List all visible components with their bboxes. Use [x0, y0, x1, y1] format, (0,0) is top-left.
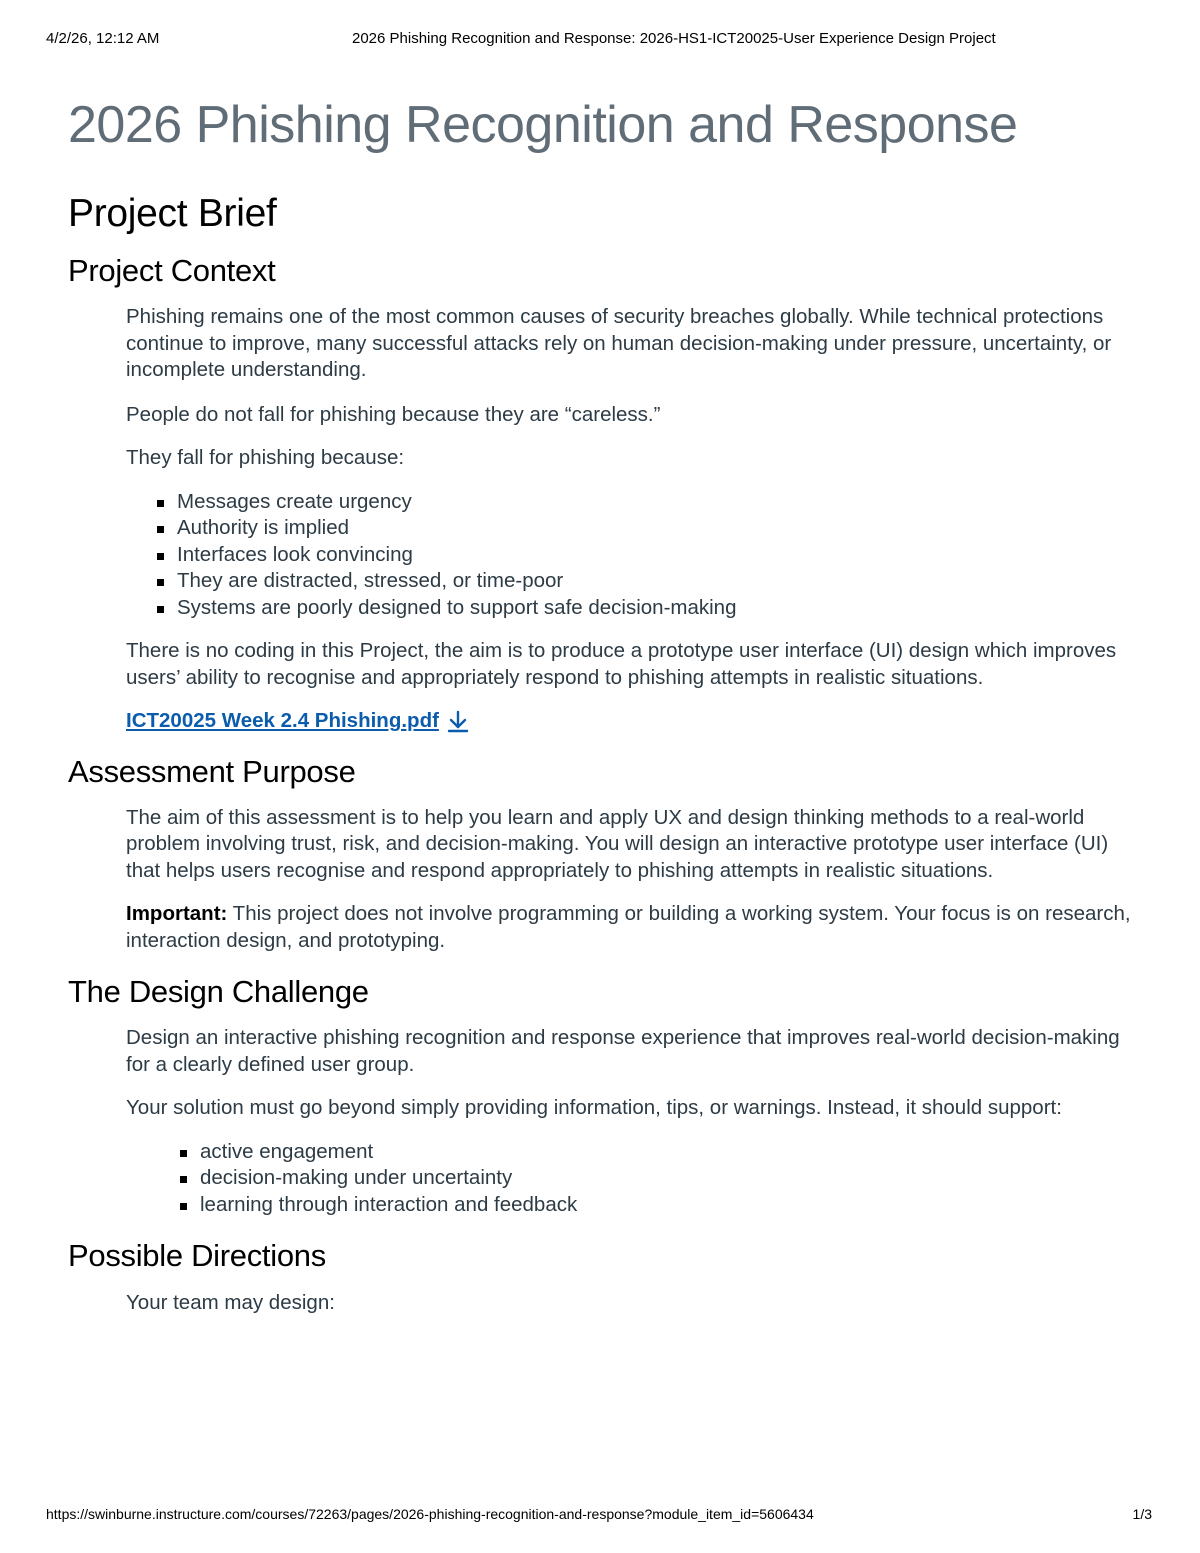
important-label: Important: [126, 902, 228, 925]
assessment-purpose-heading: Assessment Purpose [68, 753, 356, 789]
context-paragraph-4: There is no coding in this Project, the aim is to produce a prototype user interface (UI) design which improves users’ ability to recognise and appropriately respond to phishing attempts in realistic situations. [126, 639, 1117, 689]
list-item: Interfaces look convincing [126, 542, 1148, 569]
page-content [68, 92, 1148, 1317]
page-title: 2026 Phishing Recognition and Response [68, 96, 1018, 154]
project-context-heading: Project Context [68, 253, 276, 288]
file-link-row [126, 708, 1148, 735]
list-item: active engagement [126, 1139, 1148, 1166]
print-header [0, 30, 1200, 50]
purpose-paragraph: The aim of this assessment is to help you learn and apply UX and design thinking methods to a real-world problem involving trust, risk, and decision-making. You will design an interactive prototype user interface (UI) that helps users recognise and respond appropriately to phishing attempts in realistic situations. [126, 805, 1109, 882]
project-brief-heading: Project Brief [68, 192, 277, 235]
download-icon[interactable] [447, 709, 469, 733]
challenge-paragraph-2: Your solution must go beyond simply providing information, tips, or warnings. Instead, it should support: [126, 1096, 1062, 1119]
challenge-paragraph-1: Design an interactive phishing recognition and response experience that improves real-world decision-making for a clearly defined user group. [126, 1026, 1120, 1076]
assessment-purpose-body [126, 805, 1148, 955]
important-note [126, 901, 1148, 954]
context-paragraph-2: People do not fall for phishing because they are “careless.” [126, 402, 661, 426]
reasons-list [126, 489, 1148, 622]
phishing-pdf-link-label: ICT20025 Week 2.4 Phishing.pdf [126, 709, 439, 732]
list-item: They are distracted, stressed, or time-poor [126, 568, 1148, 595]
important-text: This project does not involve programming or building a working system. Your focus is on research, interaction design, and prototyping. [126, 902, 1131, 952]
print-date: 4/2/26, 12:12 AM [46, 30, 160, 47]
design-challenge-body [126, 1025, 1148, 1218]
phishing-pdf-link[interactable] [126, 708, 469, 735]
print-title: 2026 Phishing Recognition and Response: 2026-HS1-ICT20025-User Experience Design Project [352, 30, 996, 47]
list-item: Messages create urgency [126, 489, 1148, 516]
context-paragraph-3: They fall for phishing because: [126, 446, 405, 469]
possible-directions-heading: Possible Directions [68, 1238, 326, 1273]
directions-paragraph: Your team may design: [126, 1291, 335, 1314]
list-item: learning through interaction and feedback [126, 1192, 1148, 1219]
list-item: decision-making under uncertainty [126, 1165, 1148, 1192]
supports-list [126, 1139, 1148, 1219]
list-item: Authority is implied [126, 515, 1148, 542]
print-url: https://swinburne.instructure.com/courses/72263/pages/2026-phishing-recognition-and-response?module_item_id=5606434 [46, 1506, 814, 1522]
design-challenge-heading: The Design Challenge [68, 974, 369, 1009]
page-number: 1/3 [1132, 1506, 1152, 1522]
possible-directions-body [126, 1290, 1148, 1317]
project-context-body [126, 304, 1148, 735]
list-item: Systems are poorly designed to support safe decision-making [126, 595, 1148, 622]
context-paragraph-1: Phishing remains one of the most common causes of security breaches globally. While technical protections continue to improve, many successful attacks rely on human decision-making under pressure, uncertainty, or incomplete understanding. [126, 305, 1112, 381]
